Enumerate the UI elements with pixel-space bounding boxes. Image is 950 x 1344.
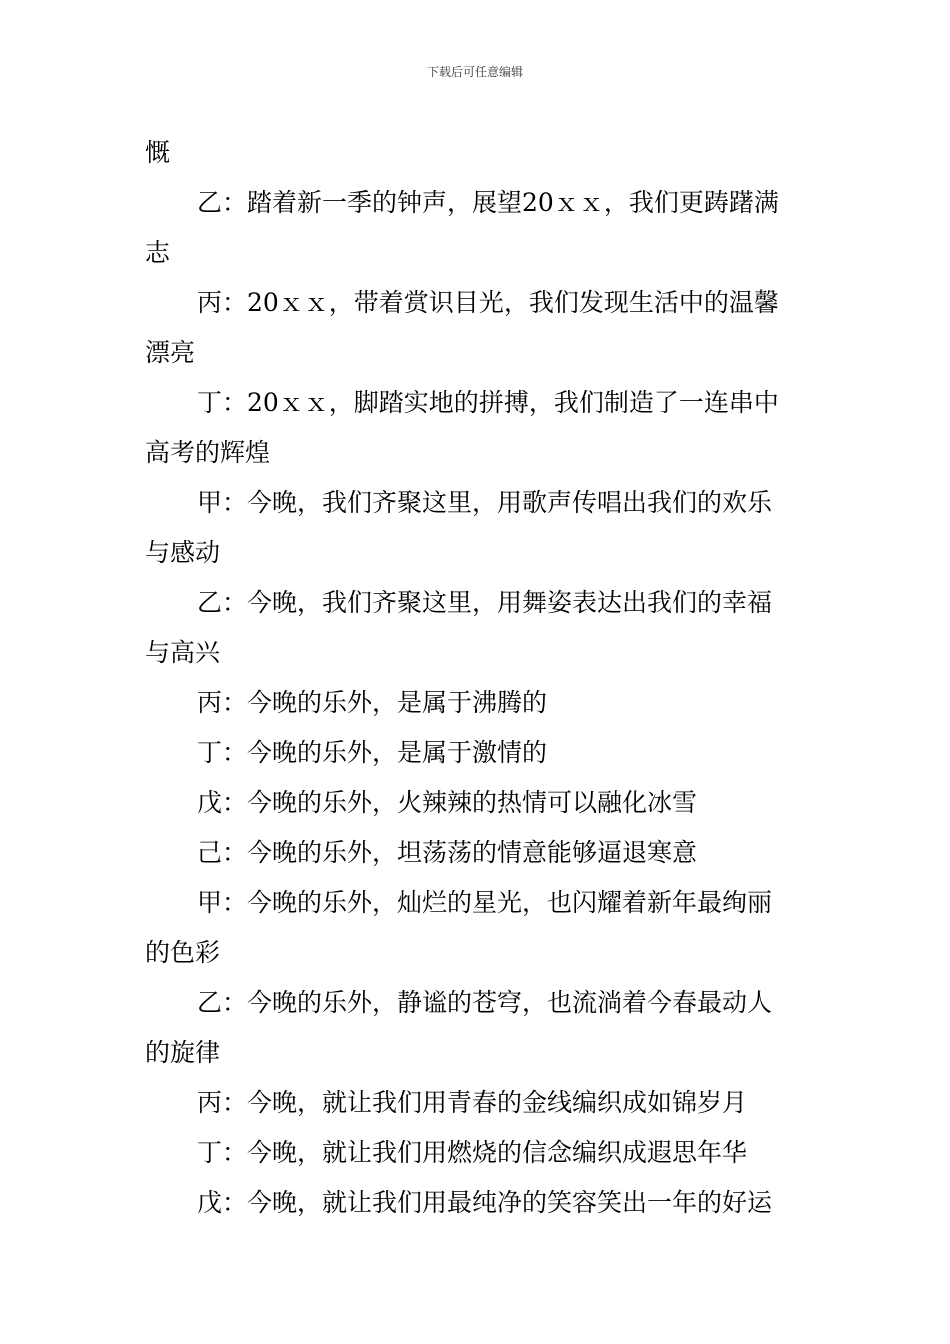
continuation-line: 与高兴 (145, 638, 221, 667)
page-header: 下载后可任意编辑 (426, 65, 523, 79)
dialogue-line: 己：今晚的乐外，坦荡荡的情意能够逼退寒意 (197, 838, 698, 867)
dialogue-line: 丙：今晚的乐外，是属于沸腾的 (197, 688, 548, 717)
dialogue-line: 戊：今晚的乐外，火辣辣的热情可以融化冰雪 (197, 788, 698, 817)
dialogue-line: 丙：今晚，就让我们用青春的金线编织成如锦岁月 (197, 1088, 748, 1117)
dialogue-line: 甲：今晚，我们齐聚这里，用歌声传唱出我们的欢乐 (197, 488, 773, 517)
continuation-line: 与感动 (145, 538, 221, 567)
dialogue-line: 乙：踏着新一季的钟声，展望20ｘｘ，我们更踌躇满 (197, 188, 779, 217)
continuation-line: 志 (145, 238, 171, 267)
dialogue-line: 丙：20ｘｘ，带着赏识目光，我们发现生活中的温馨 (197, 288, 779, 317)
script-body (145, 128, 810, 1228)
dialogue-line: 乙：今晚，我们齐聚这里，用舞姿表达出我们的幸福 (197, 588, 773, 617)
continuation-line: 的色彩 (145, 938, 221, 967)
dialogue-line: 甲：今晚的乐外，灿烂的星光，也闪耀着新年最绚丽 (197, 888, 773, 917)
dialogue-line: 乙：今晚的乐外，静谧的苍穹，也流淌着今春最动人 (197, 988, 773, 1017)
dialogue-line: 丁：20ｘｘ，脚踏实地的拼搏，我们制造了一连串中 (197, 388, 779, 417)
dialogue-line: 戊：今晚，就让我们用最纯净的笑容笑出一年的好运 (197, 1188, 773, 1217)
dialogue-line: 丁：今晚的乐外，是属于激情的 (197, 738, 548, 767)
continuation-line: 高考的辉煌 (145, 438, 271, 467)
continuation-line: 慨 (145, 138, 171, 167)
continuation-line: 的旋律 (145, 1038, 221, 1067)
continuation-line: 漂亮 (145, 338, 196, 367)
dialogue-line: 丁：今晚，就让我们用燃烧的信念编织成遐思年华 (197, 1138, 748, 1167)
